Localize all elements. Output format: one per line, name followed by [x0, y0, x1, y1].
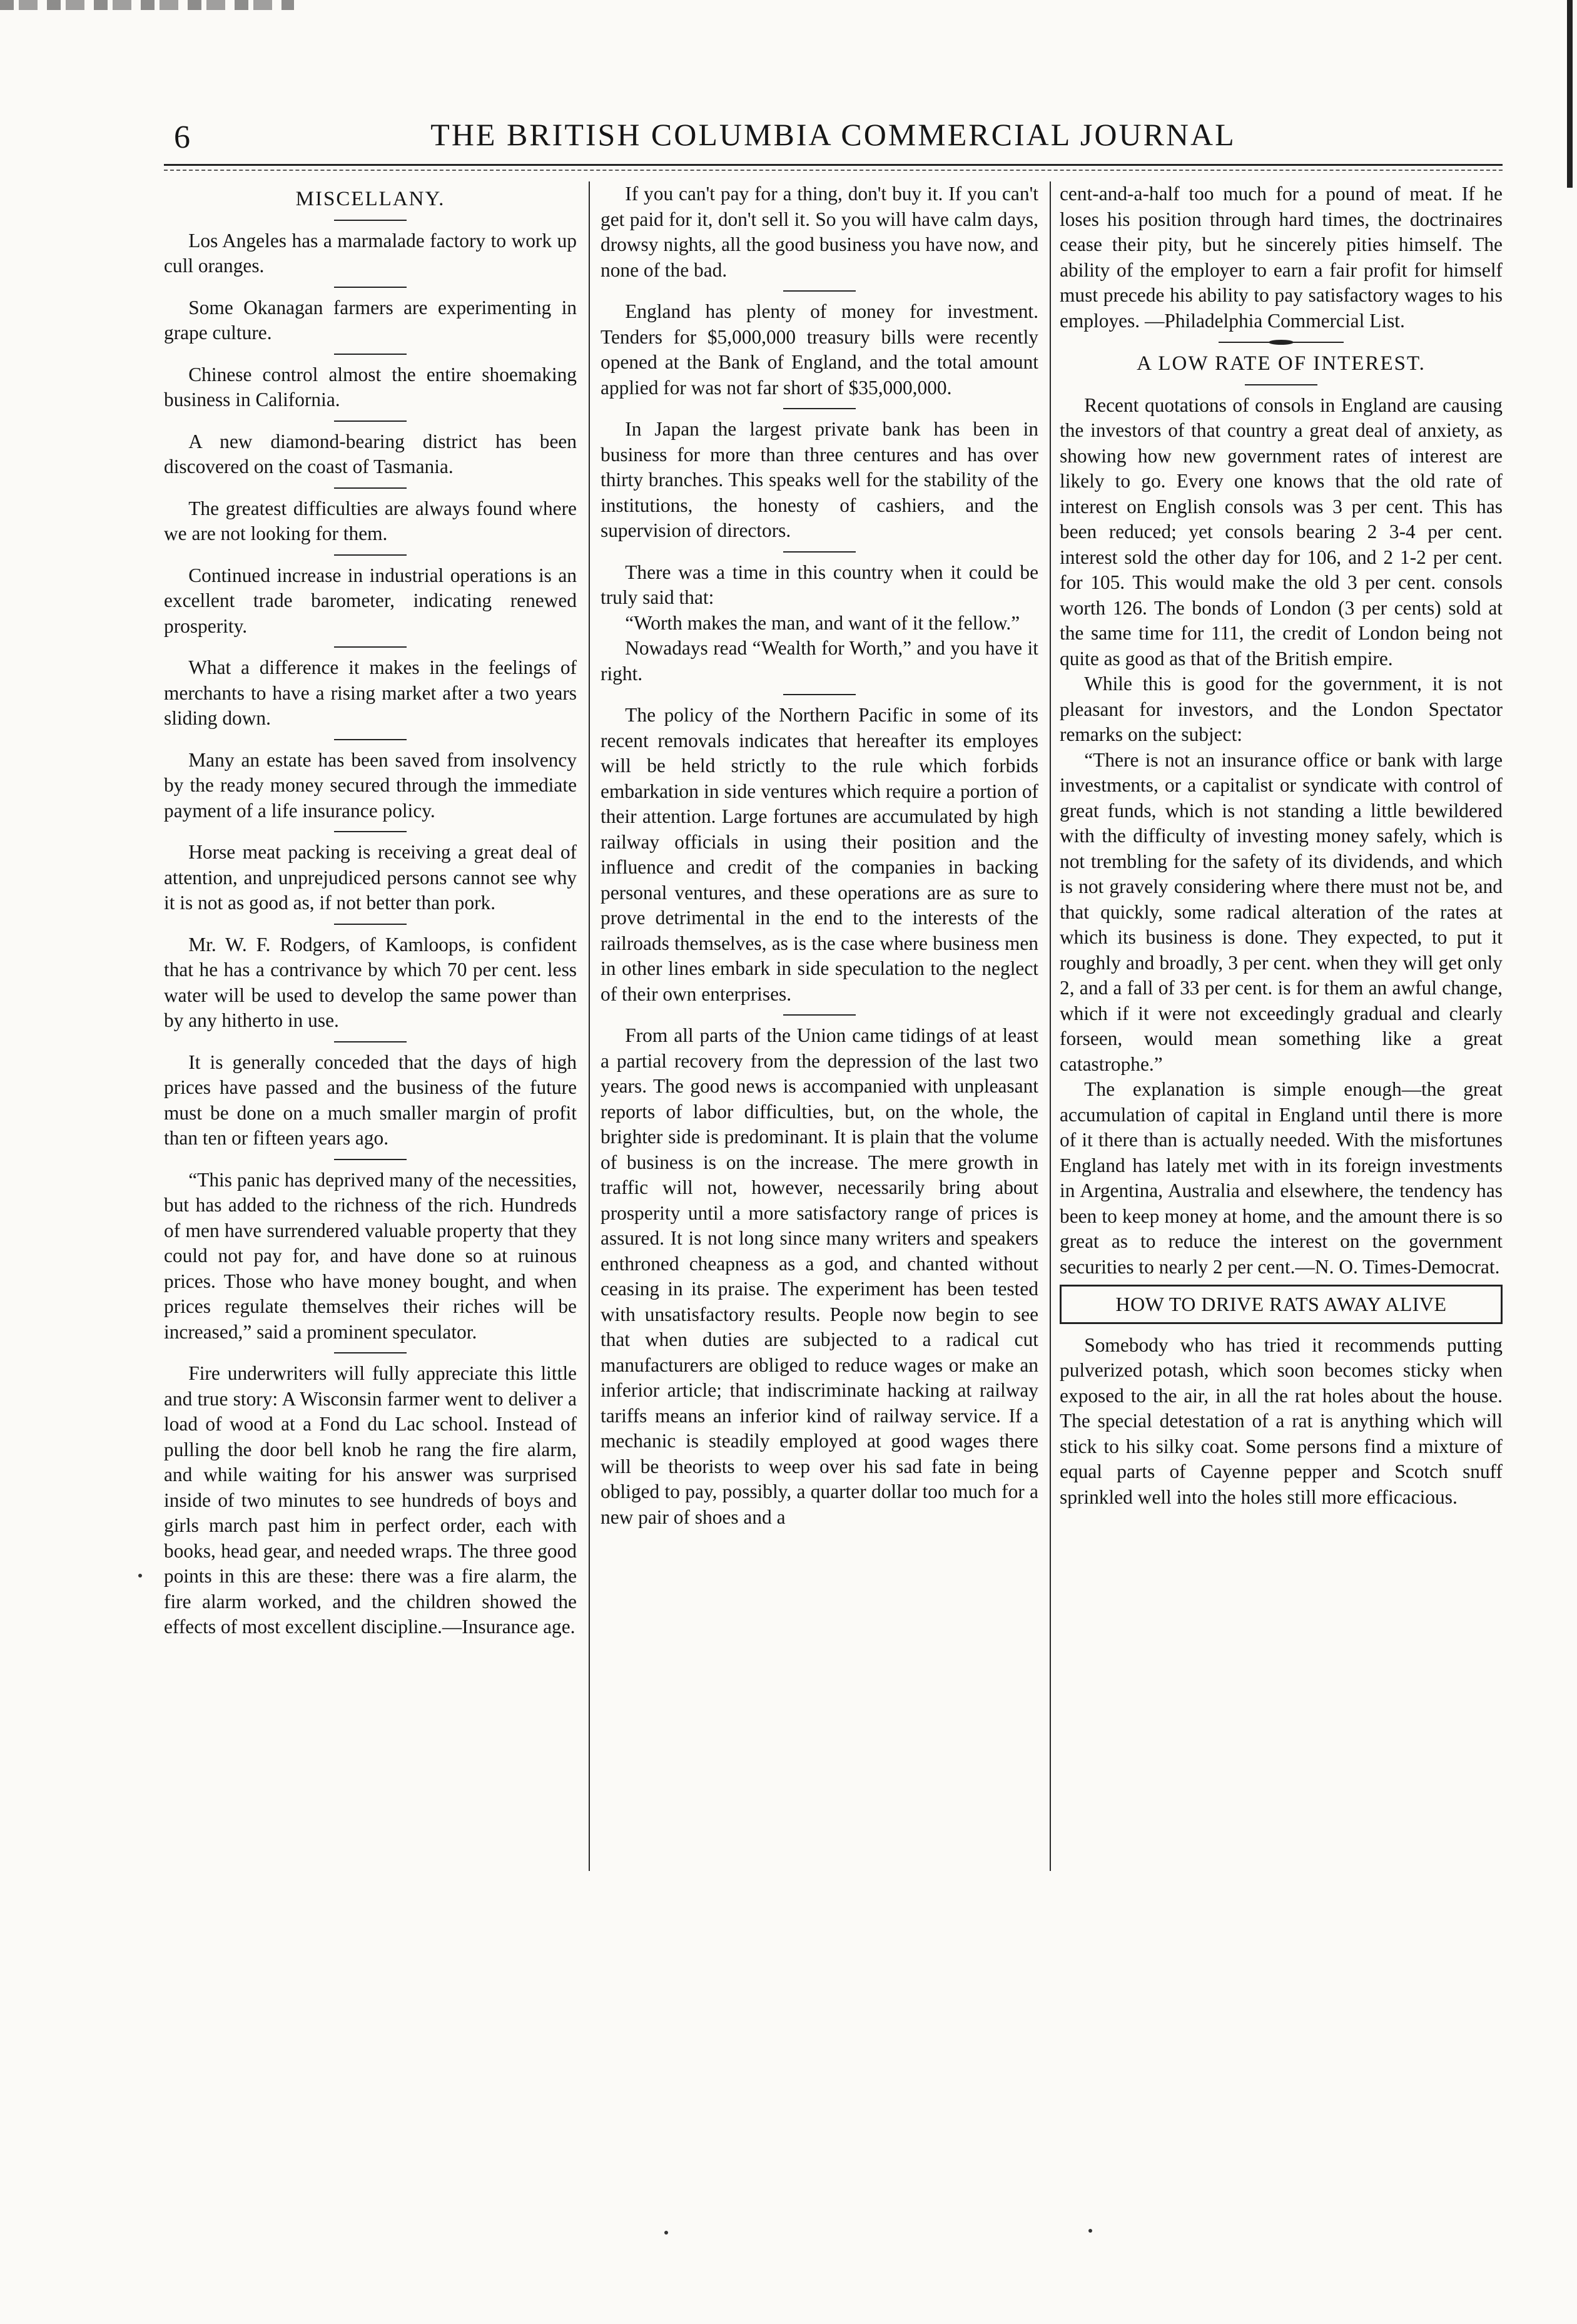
misc-item: Some Okanagan farmers are experimenting in grape culture.: [164, 296, 577, 344]
worth-now: Nowadays read “Wealth for Worth,” and you have it right.: [601, 637, 1038, 685]
divider: [783, 408, 856, 409]
rats-paragraph: Somebody who has tried it recommends putting pulverized potash, which soon becomes sticky when exposed to the air, in all the rat holes about the house. The special detestation of a rat is anything which will stick to his silky coat. Some persons find a mixture of equal parts of Cayenne pepper and Scotch snuff sprinkled well into the holes still more efficacious.: [1060, 1333, 1503, 1508]
print-speck: [664, 2231, 668, 2235]
divider: [783, 694, 856, 695]
divider: [334, 287, 407, 288]
interest-quote: “There is not an insurance office or bank with large investments, or a capitalist or syndicate with control of great funds, which is not standing a little bewildered with the difficulty of investing money safely, which is not trembling for the safety of its dividends, and which is not gravely considering where there must not be, and that quickly, some radical alteration of the rates at which its business is done. They expected, to put it roughly and broadly, 3 per cent. when they will get only 2, and a fall of 33 per cent. is for them an awful change, which if it were not exceedingly gradual and clearly forseen, would mean something like a great catastrophe.”: [1060, 748, 1503, 1075]
print-speck: [1088, 2229, 1092, 2233]
misc-item: The greatest difficulties are always found where we are not looking for them.: [164, 497, 577, 544]
misc-item: Mr. W. F. Rodgers, of Kamloops, is confident that he has a contrivance by which 70 per cent. less water will be used to develop the same power than by any hitherto in use.: [164, 933, 577, 1031]
worth-quote: “Worth makes the man, and want of it the fellow.”: [625, 611, 1020, 634]
journal-title: THE BRITISH COLUMBIA COMMERCIAL JOURNAL: [430, 117, 1236, 152]
section-title-interest: A LOW RATE OF INTEREST.: [1137, 352, 1426, 375]
misc-item: Los Angeles has a marmalade factory to work up cull oranges.: [164, 229, 577, 277]
rats-heading-box: [1060, 1285, 1503, 1324]
divider: [334, 420, 407, 422]
divider: [334, 354, 407, 355]
misc-item: What a difference it makes in the feelings of merchants to have a rising market after a two years sliding down.: [164, 656, 577, 729]
divider: [334, 1159, 407, 1160]
interest-paragraph: Recent quotations of consols in England are causing the investors of that country a great deal of anxiety, as showing how new government rates of interest are likely to go. Every one knows that the old rate of interest on English consols was 3 per cent. This has been reduced; yet consols bearing 2 3-4 per cent. interest sold the other day for 106, and 2 1-2 per cent. for 105. This would make the old 3 per cent. consols worth 126. The bonds of London (3 per cents) sold at the same time for 111, the credit of London being not quite as good as that of the British empire.: [1060, 394, 1503, 670]
misc-item: It is generally conceded that the days of high prices have passed and the business of the future must be done on a much smaller margin of profit than ten or fifteen years ago.: [164, 1051, 577, 1149]
print-speck: [138, 1574, 142, 1577]
ornamental-divider: [1219, 340, 1344, 345]
divider: [783, 551, 856, 553]
column-separator: [589, 181, 590, 1871]
divider: [334, 1352, 407, 1353]
interest-paragraph: While this is good for the government, it is not pleasant for investors, and the London Spectator remarks on the subject:: [1060, 673, 1503, 745]
misc-item: A new diamond-bearing district has been discovered on the coast of Tasmania.: [164, 430, 577, 477]
divider: [334, 924, 407, 925]
column-3: [1060, 181, 1503, 1510]
section-title-miscellany: MISCELLANY.: [295, 188, 445, 210]
column-separator: [1050, 181, 1051, 1871]
misc-item: Many an estate has been saved from insolvency by the ready money secured through the immediate payment of a life insurance policy.: [164, 748, 577, 822]
print-speckle: [0, 0, 294, 10]
article-paragraph: If you can't pay for a thing, don't buy it. If you can't get paid for it, don't sell it. So you will have calm days, drowsy nights, all the good business you have now, and none of the bad.: [601, 183, 1038, 281]
divider: [1245, 384, 1317, 385]
divider: [334, 739, 407, 740]
column-1: [164, 181, 577, 1640]
page-number: 6: [174, 120, 190, 155]
worth-intro: There was a time in this country when it could be truly said that:: [601, 561, 1038, 608]
misc-item: Chinese control almost the entire shoemaking business in California.: [164, 363, 577, 410]
misc-item: Horse meat packing is receiving a great deal of attention, and unprejudiced persons cannot see why it is not as good as, if not better than pork.: [164, 841, 577, 914]
divider: [334, 1041, 407, 1042]
continued-paragraph: cent-and-a-half too much for a pound of meat. If he loses his position through hard times, the doctrinaires cease their pity, but he sincerely pities himself. The ability of the employer to earn a fair profit for himself must precede his ability to pay satisfactory wages to his employes. —Philadelphia Commercial List.: [1060, 183, 1503, 332]
page-header: [164, 114, 1503, 164]
header-rule: [164, 164, 1503, 171]
column-2: [601, 181, 1038, 1530]
misc-item: Continued increase in industrial operations is an excellent trade barometer, indicating renewed prosperity.: [164, 564, 577, 637]
divider: [334, 831, 407, 832]
divider: [334, 646, 407, 648]
article-paragraph: In Japan the largest private bank has been in business for more than three centures and has over thirty branches. This speaks well for the stability of the institutions, the honesty of cashiers, and the supervision of directors.: [601, 418, 1038, 541]
union-paragraph: From all parts of the Union came tidings of at least a partial recovery from the depression of the last two years. The good news is accompanied with unpleasant reports of labor difficulties, but, on the whole, the brighter side is predominant. It is plain that the volume of business is on the increase. The mere growth in traffic will not, however, necessarily bring about prosperity until a more satisfactory range of prices is assured. It is not long since many writers and speakers enthroned cheapness as a god, and chanted without ceasing in its praise. The experiment has been tested with unsatisfactory results. People now begin to see that when duties are subjected to a radical cut manufacturers are obliged to reduce wages or make an inferior article; that indiscriminate hacking at railway tariffs means an inferior kind of railway service. If a mechanic is steadily employed at good wages there will be theorists to weep over his sad fate in being obliged to pay, possibly, a quarter dollar too much for a new pair of shoes and a: [601, 1024, 1038, 1528]
divider: [334, 220, 407, 221]
misc-item: “This panic has deprived many of the necessities, but has added to the richness of the rich. Hundreds of men have surrendered valuable property that they could not pay for, and have done so at ruinous prices. Those who have money bought, and when prices regulate themselves their riches will be increased,” said a prominent speculator.: [164, 1168, 577, 1343]
northern-pacific-paragraph: The policy of the Northern Pacific in some of its recent removals indicates that hereafter its employes will be held strictly to the rule which forbids embarkation in side ventures which require a portion of their attention. Large fortunes are accumulated by high railway officials in using their position and the influence and credit of the companies in backing personal ventures, and these operations are as sure to prove detrimental in the end to the interests of the railroads themselves, as is the case where business men in other lines embark in side speculation to the neglect of their own enterprises.: [601, 704, 1038, 1005]
article-paragraph: England has plenty of money for investment. Tenders for $5,000,000 treasury bills were recently opened at the Bank of England, and the total amount applied for was not far short of $35,000,000.: [601, 300, 1038, 399]
page-edge-mark: [1567, 0, 1573, 188]
interest-paragraph: The explanation is simple enough—the great accumulation of capital in England until there is more of it there than is actually needed. With the misfortunes England has lately met with in its foreign investments in Argentina, Australia and elsewhere, the tendency has been to keep money at home, and the amount there is so great as to reduce the interest on the government securities to nearly 2 per cent.—N. O. Times-Democrat.: [1060, 1078, 1503, 1278]
section-title-rats: HOW TO DRIVE RATS AWAY ALIVE: [1115, 1293, 1447, 1315]
divider: [334, 554, 407, 556]
misc-item: Fire underwriters will fully appreciate this little and true story: A Wisconsin farmer went to deliver a load of wood at a Fond du Lac school. Instead of pulling the door bell knob he rang the fire alarm, and while waiting for his answer was surprised inside of two minutes to see hundreds of boys and girls march past him in perfect order, each with books, head gear, and needed wraps. The three good points in this are these: there was a fire alarm, the fire alarm worked, and the children showed the effects of most excellent discipline.—Insurance age.: [164, 1362, 577, 1638]
divider: [334, 487, 407, 489]
divider: [783, 1014, 856, 1016]
divider: [783, 290, 856, 292]
